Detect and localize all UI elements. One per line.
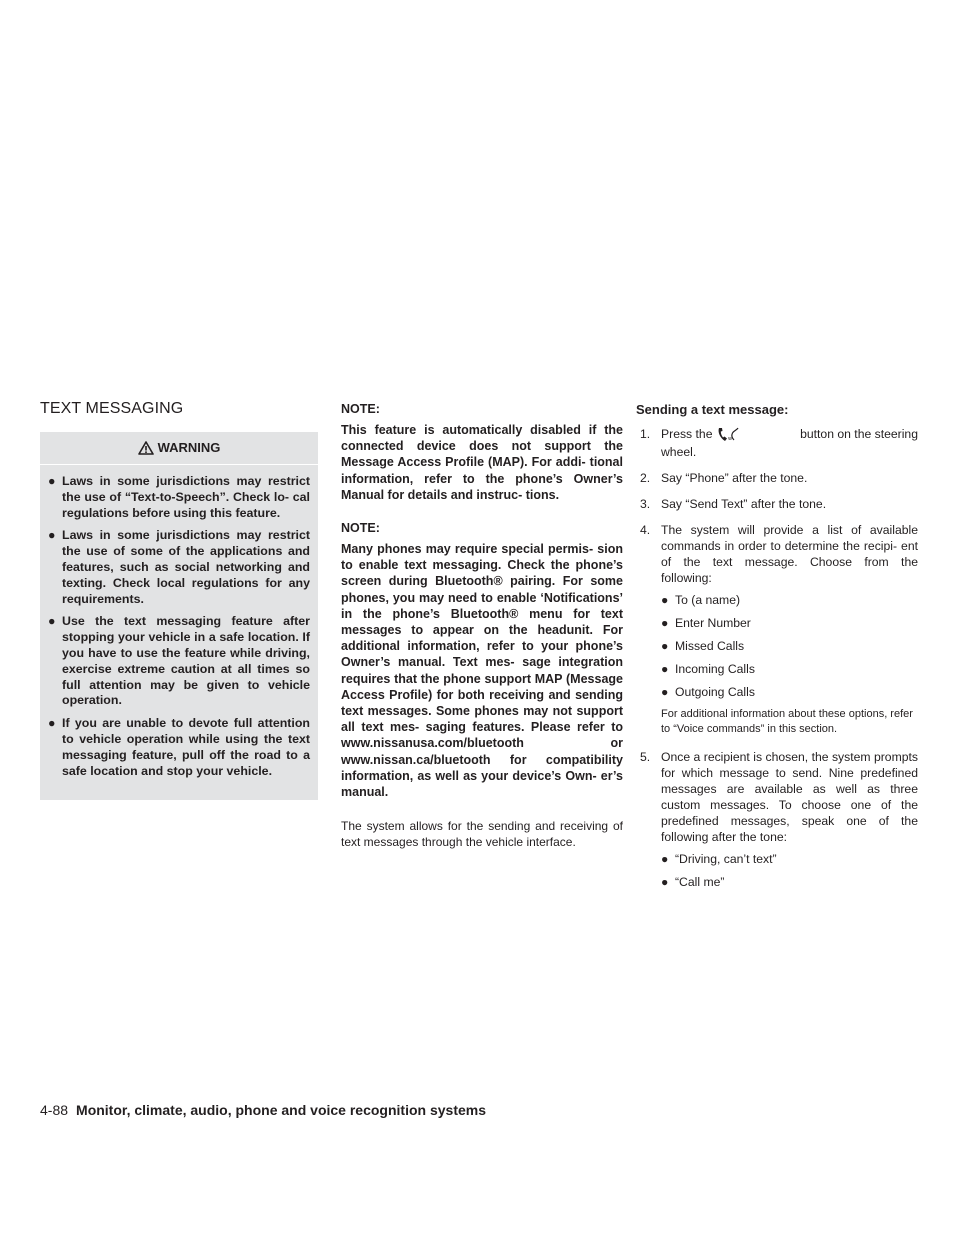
warning-item: ● Use the text messaging feature after stopping your vehicle in a safe location. If you have to use the feature while driving, exercise extreme caution at all times so full attention may be given to vehicle operation. bbox=[48, 614, 310, 708]
step-3: 3. Say “Send Text” after the tone. bbox=[640, 497, 827, 511]
message-options-list bbox=[661, 851, 918, 890]
phone-voice-steering-button-icon bbox=[716, 426, 744, 444]
page-footer bbox=[40, 1102, 486, 1118]
step-5: 5. Once a recipient is chosen, the system prompts for which message to send. Nine predefined messages are available as well as three custom messages. To choose one of the predefined messages, speak one of the following after the tone: ● “Driving, can’t text” ● “Call me” bbox=[640, 750, 918, 889]
intro-paragraph: The system allows for the sending and receiving of text messages through the vehicle interface. bbox=[341, 819, 623, 850]
list-item: ● Outgoing Calls bbox=[661, 685, 755, 699]
bullet: ● bbox=[48, 528, 56, 543]
bullet: ● bbox=[48, 716, 56, 731]
warning-item: ● Laws in some jurisdictions may restrict the use of some of the applications and features, such as social networking and texting. Check local regulations for any requirements. bbox=[48, 528, 310, 606]
step-4: 4. The system will provide a list of available commands in order to determine the recipi- ent of the text message. Choose from the following: ● To (a name) ● Enter Number ● Missed Calls ● Incoming Calls ● Outgoing Calls For additional information about these options, refer to “Voice commands” in this section. bbox=[640, 523, 918, 735]
step-1: 1. Press the w button on the steering wheel. bbox=[640, 427, 918, 459]
list-item: ● Incoming Calls bbox=[661, 662, 755, 676]
warning-box bbox=[40, 432, 318, 800]
column-right bbox=[636, 402, 918, 900]
subsection-title: Sending a text message: bbox=[636, 402, 789, 417]
note-body: This feature is automatically disabled if the connected device does not support the Message Access Profile (MAP). For addi- tional information, refer to the phone’s Owner’s Manual for details and instruc- tions. bbox=[341, 423, 623, 502]
list-item: ● Missed Calls bbox=[661, 639, 745, 653]
chapter-title: Monitor, climate, audio, phone and voice recognition systems bbox=[76, 1102, 486, 1118]
recipient-options-list bbox=[661, 592, 918, 700]
list-item: ● Enter Number bbox=[661, 616, 751, 630]
warning-heading bbox=[40, 440, 318, 465]
list-item: ● To (a name) bbox=[661, 593, 741, 607]
note-label: NOTE: bbox=[341, 521, 380, 536]
bullet: ● bbox=[48, 614, 56, 629]
bullet: ● bbox=[48, 474, 56, 488]
warning-triangle-icon bbox=[138, 441, 154, 455]
warning-list bbox=[48, 474, 310, 779]
list-item: ● “Call me” bbox=[661, 875, 725, 889]
list-item: ● “Driving, can’t text” bbox=[661, 852, 777, 866]
section-title: TEXT MESSAGING bbox=[40, 400, 184, 417]
column-left bbox=[40, 400, 318, 800]
options-note: For additional information about these options, refer to “Voice commands” in this section. bbox=[661, 708, 913, 735]
svg-text:w: w bbox=[728, 436, 733, 442]
warning-item: ● If you are unable to devote full attention to vehicle operation while using the text messaging feature, pull off the road to a safe location and stop your vehicle. bbox=[48, 716, 310, 778]
warning-item: ● Laws in some jurisdictions may restrict the use of “Text-to-Speech”. Check lo- cal regulations before using this feature. bbox=[48, 474, 310, 520]
column-middle bbox=[341, 402, 623, 850]
page-number: 4-88 bbox=[40, 1102, 69, 1118]
note-body: Many phones may require special permis- sion to enable text messaging. Check the phone’s screen during Bluetooth® pairing. For some phones, you may need to enable ‘Notifications’ in the phone’s Bluetooth® menu for text messages to appear on the headunit. For additional information, refer to your phone’s Owner’s manual. Text mes- sage integration requires that the phone support MAP (Message Access Profile) for both receiving and sending text messages. Some phones may not support all text mes- saging features. Please refer to www.nissanusa.com/bluetooth or www.nissan.ca/bluetooth for compatibility information, as well as your device’s Own- er’s manual. bbox=[341, 542, 623, 800]
warning-heading-text: WARNING bbox=[157, 440, 221, 455]
step-2: 2. Say “Phone” after the tone. bbox=[640, 471, 808, 485]
note-label: NOTE: bbox=[341, 402, 380, 416]
